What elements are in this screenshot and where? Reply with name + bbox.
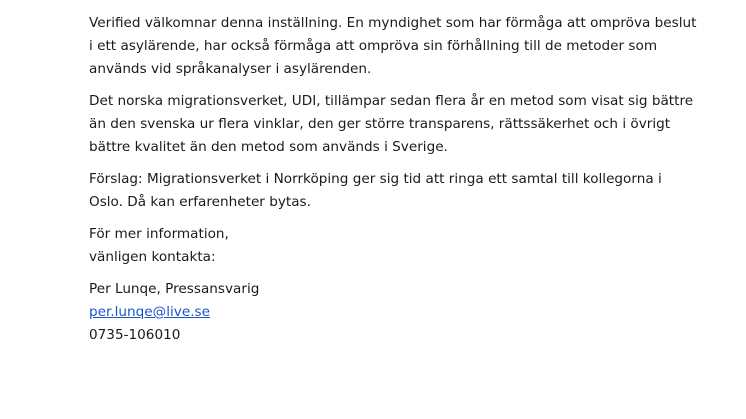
- text-line: Förslag: Migrationsverket i Norrköping ger sig tid att ringa ett samtal till kollegorna i: [89, 171, 662, 187]
- text-line: vänligen kontakta:: [89, 249, 216, 265]
- text-line: än den svenska ur flera vinklar, den ger större transparens, rättssäkerhet och i övrigt: [89, 116, 671, 132]
- contact-email-link[interactable]: per.lunqe@live.se: [89, 304, 210, 320]
- contact-name: Per Lunqe, Pressansvarig: [89, 281, 260, 297]
- text-line: bättre kvalitet än den metod som används i Sverige.: [89, 139, 448, 155]
- paragraph-more-info: [89, 223, 729, 269]
- contact-block: [89, 278, 729, 347]
- text-line: Oslo. Då kan erfarenheter bytas.: [89, 194, 311, 210]
- text-line: Det norska migrationsverket, UDI, tillämpar sedan flera år en metod som visat sig bättre: [89, 93, 694, 109]
- text-line: i ett asylärende, har också förmåga att ompröva sin förhållning till de metoder som: [89, 38, 658, 54]
- text-line: Verified välkomnar denna inställning. En myndighet som har förmåga att ompröva beslut: [89, 15, 697, 31]
- paragraph-udi: [89, 90, 729, 159]
- paragraph-proposal: [89, 168, 729, 214]
- document-body: [89, 12, 729, 347]
- text-line: används vid språkanalyser i asylärenden.: [89, 61, 372, 77]
- text-line: För mer information,: [89, 226, 229, 242]
- paragraph-intro: [89, 12, 729, 81]
- contact-phone: 0735-106010: [89, 327, 181, 343]
